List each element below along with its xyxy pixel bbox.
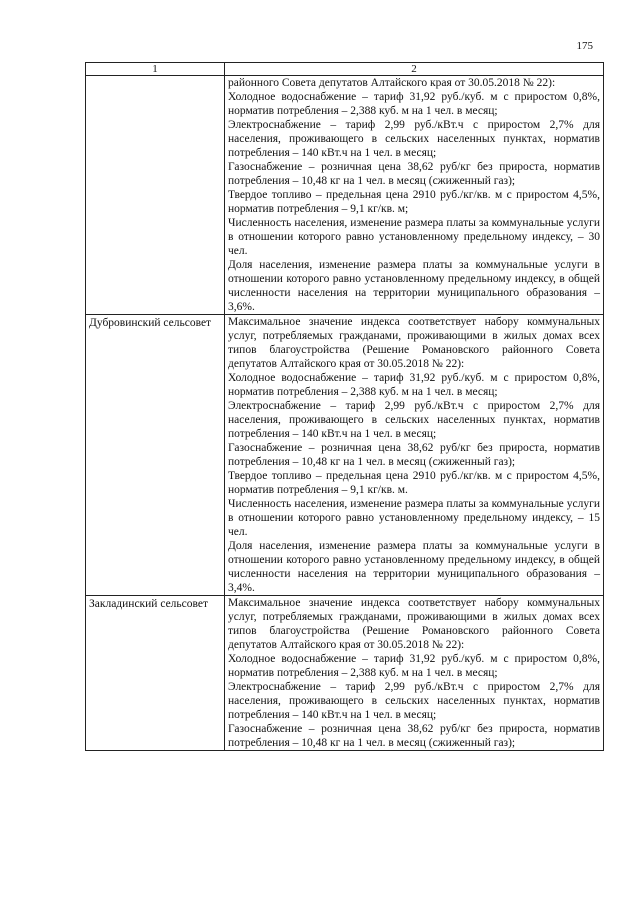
paragraph: Численность населения, изменение размера платы за коммунальные услуги в отношении которого равно установленному предельному индексу, – 15 чел. — [228, 498, 600, 538]
paragraph: Твердое топливо – предельная цена 2910 руб./кг/кв. м с приростом 4,5%, норматив потребления – 9,1 кг/кв. м; — [228, 189, 600, 215]
municipality-cell: Закладинский сельсовет — [86, 596, 225, 751]
paragraph: Доля населения, изменение размера платы за коммунальные услуги в отношении которого равно установленному предельному индексу, в общей численности населения на территории муниципального образования – 3,6%. — [228, 259, 600, 313]
table-row — [86, 315, 604, 596]
paragraph: Холодное водоснабжение – тариф 31,92 руб./куб. м с приростом 0,8%, норматив потребления – 2,388 куб. м на 1 чел. в месяц; — [228, 372, 600, 398]
paragraph: районного Совета депутатов Алтайского края от 30.05.2018 № 22): — [228, 77, 556, 89]
paragraph: Твердое топливо – предельная цена 2910 руб./кг/кв. м с приростом 4,5%, норматив потребления – 9,1 кг/кв. м. — [228, 470, 600, 496]
paragraph: Газоснабжение – розничная цена 38,62 руб/кг без прироста, норматив потребления – 10,48 кг на 1 чел. в месяц (сжиженный газ); — [228, 161, 600, 187]
paragraph: Газоснабжение – розничная цена 38,62 руб/кг без прироста, норматив потребления – 10,48 кг на 1 чел. в месяц (сжиженный газ); — [228, 723, 600, 749]
paragraph: Максимальное значение индекса соответствует набору коммунальных услуг, потребляемых гражданами, проживающими в жилых домах всех типов благоустройства (Решение Романовского районного Совета депутатов Алтайского края от 30.05.2018 № 22): — [228, 597, 600, 651]
description-cell — [225, 76, 604, 315]
column-header-2: 2 — [225, 63, 604, 76]
municipality-cell — [86, 76, 225, 315]
paragraph: Численность населения, изменение размера платы за коммунальные услуги в отношении которого равно установленному предельному индексу, – 30 чел. — [228, 217, 600, 257]
table-header-row — [86, 63, 604, 76]
description-cell — [225, 315, 604, 596]
paragraph: Холодное водоснабжение – тариф 31,92 руб./куб. м с приростом 0,8%, норматив потребления – 2,388 куб. м на 1 чел. в месяц; — [228, 653, 600, 679]
tariff-table — [85, 62, 604, 751]
table-row — [86, 596, 604, 751]
paragraph: Холодное водоснабжение – тариф 31,92 руб./куб. м с приростом 0,8%, норматив потребления – 2,388 куб. м на 1 чел. в месяц; — [228, 91, 600, 117]
paragraph: Электроснабжение – тариф 2,99 руб./кВт.ч с приростом 2,7% для населения, проживающего в сельских населенных пунктах, норматив потребления – 140 кВт.ч на 1 чел. в месяц; — [228, 681, 600, 721]
municipality-cell: Дубровинский сельсовет — [86, 315, 225, 596]
table-row — [86, 76, 604, 315]
page-number: 175 — [576, 40, 593, 52]
column-header-1: 1 — [86, 63, 225, 76]
paragraph: Доля населения, изменение размера платы за коммунальные услуги в отношении которого равно установленному предельному индексу, в общей численности населения на территории муниципального образования – 3,4%. — [228, 540, 600, 594]
paragraph: Максимальное значение индекса соответствует набору коммунальных услуг, потребляемых гражданами, проживающими в жилых домах всех типов благоустройства (Решение Романовского районного Совета депутатов Алтайского края от 30.05.2018 № 22): — [228, 316, 600, 370]
description-cell — [225, 596, 604, 751]
paragraph: Электроснабжение – тариф 2,99 руб./кВт.ч с приростом 2,7% для населения, проживающего в сельских населенных пунктах, норматив потребления – 140 кВт.ч на 1 чел. в месяц; — [228, 119, 600, 159]
paragraph: Электроснабжение – тариф 2,99 руб./кВт.ч с приростом 2,7% для населения, проживающего в сельских населенных пунктах, норматив потребления – 140 кВт.ч на 1 чел. в месяц; — [228, 400, 600, 440]
paragraph: Газоснабжение – розничная цена 38,62 руб/кг без прироста, норматив потребления – 10,48 кг на 1 чел. в месяц (сжиженный газ); — [228, 442, 600, 468]
